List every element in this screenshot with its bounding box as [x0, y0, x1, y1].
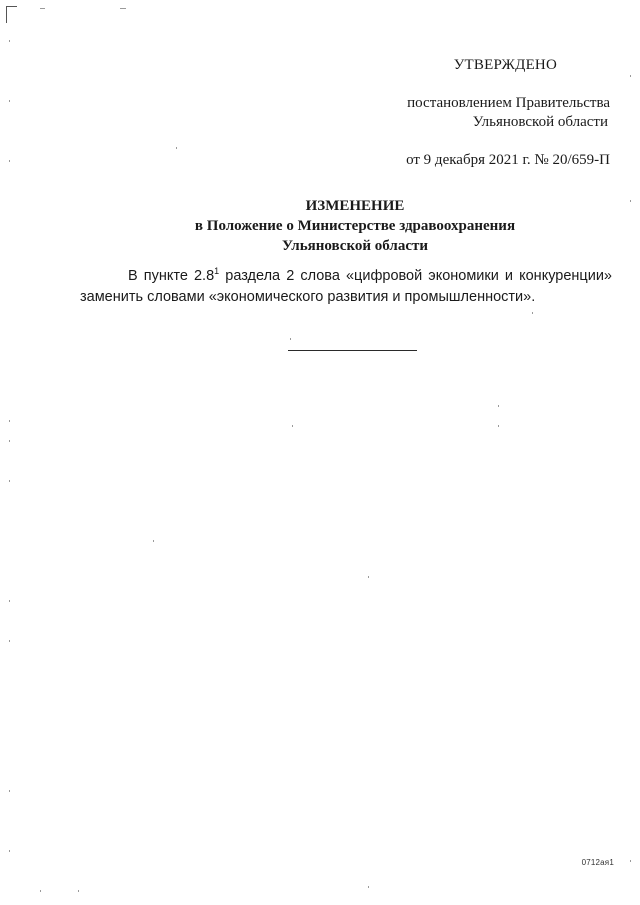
scan-artifact [292, 425, 293, 427]
scan-artifact [630, 75, 631, 77]
approval-decree [350, 94, 610, 132]
scan-artifact [630, 200, 631, 202]
approval-decree-line1: постановлением Правительства [407, 95, 610, 111]
scan-artifact [368, 576, 369, 578]
scan-artifact [498, 405, 499, 407]
scan-artifact [9, 790, 10, 792]
approval-title: УТВЕРЖДЕНО [453, 57, 557, 73]
scan-artifact [290, 338, 291, 340]
title-heading: ИЗМЕНЕНИЕ [305, 198, 405, 214]
document-body [80, 266, 612, 308]
scan-artifact [9, 640, 10, 642]
document-title [0, 196, 640, 256]
scan-artifact [9, 420, 10, 422]
title-subtitle-line1: в Положение о Министерстве здравоохранения [194, 218, 516, 234]
scan-artifact [498, 425, 499, 427]
approval-date-line: от 9 декабря 2021 г. № 20/659-П [406, 152, 610, 168]
scan-artifact [40, 890, 41, 892]
closing-rule [288, 350, 417, 351]
body-paragraph [80, 266, 612, 308]
scan-artifact [9, 850, 10, 852]
approval-decree-line2: Ульяновской области [472, 114, 608, 130]
footer-code: 0712ая1 [581, 858, 614, 867]
scan-artifact [176, 147, 177, 149]
scan-artifact [9, 440, 10, 442]
body-superscript: 1 [214, 266, 220, 276]
scan-artifact [368, 886, 369, 888]
scan-artifact [153, 540, 154, 542]
scan-artifact [9, 480, 10, 482]
body-text-end: раздела 2 слова «цифровой экономики и конкуренции» заменить словами «экономического развития и промышленности». [80, 268, 612, 305]
approval-stamp [350, 56, 610, 170]
scan-artifact [120, 8, 126, 9]
scan-artifact [9, 40, 10, 42]
scan-artifact [630, 860, 631, 862]
scan-artifact [9, 100, 10, 102]
body-text-start: В пункте 2.8 [128, 268, 215, 284]
title-subtitle-line2: Ульяновской области [281, 238, 429, 254]
scan-artifact [9, 600, 10, 602]
scan-artifact [9, 160, 10, 162]
scan-artifact [532, 312, 533, 314]
scan-artifact [40, 8, 45, 9]
scan-corner-mark [6, 6, 17, 23]
scan-artifact [78, 890, 79, 892]
